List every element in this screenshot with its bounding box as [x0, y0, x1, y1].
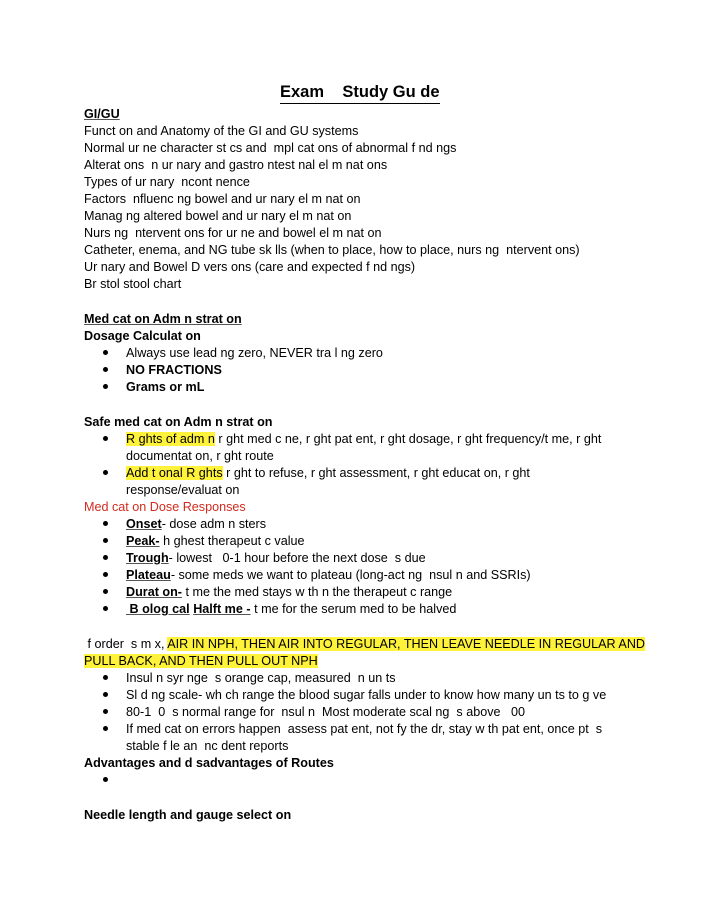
insulin-mixing-line: [84, 636, 645, 652]
bullet: [103, 589, 108, 594]
insulin-item: If med cat on errors happen assess pat ent, not fy the dr, stay w th pat ent, once pt s: [126, 722, 603, 736]
dose-desc: - some meds we want to plateau (long-act ng nsul n and SSRIs): [170, 568, 531, 582]
gi-line: Nurs ng ntervent ons for ur ne and bowel el m nat on: [84, 226, 382, 240]
gi-gu-heading: GI/GU: [84, 107, 120, 121]
insulin-item-continued: stable f le an nc dent reports: [126, 739, 289, 753]
dose-responses-heading: Med cat on Dose Responses: [84, 500, 246, 514]
safe-admin-heading: Safe med cat on Adm n strat on: [84, 415, 273, 429]
bullet: [103, 384, 108, 389]
insulin-item: Sl d ng scale- wh ch range the blood sugar falls under to know how many un ts to g ve: [126, 688, 607, 702]
insulin-highlight: PULL BACK, AND THEN PULL OUT NPH: [84, 654, 318, 668]
insulin-item: Insul n syr nge s orange cap, measured n un ts: [126, 671, 396, 685]
dosage-item: NO FRACTIONS: [126, 363, 222, 377]
page-title: Exam Study Gu de: [280, 82, 440, 104]
gi-line: Factors nfluenc ng bowel and ur nary el m nat on: [84, 192, 361, 206]
dose-term: B olog cal: [126, 602, 190, 616]
rights-text: r ght med c ne, r ght pat ent, r ght dosage, r ght frequency/t me, r ght: [214, 432, 602, 446]
bullet: [103, 726, 108, 731]
dosage-heading: Dosage Calculat on: [84, 329, 201, 343]
gi-line: Catheter, enema, and NG tube sk lls (when to place, how to place, nurs ng ntervent ons): [84, 243, 580, 257]
gi-line: Normal ur ne character st cs and mpl cat ons of abnormal f nd ngs: [84, 141, 457, 155]
dose-term: Peak-: [126, 534, 160, 548]
bullet: [103, 606, 108, 611]
bullet: [103, 675, 108, 680]
dosage-item: Always use lead ng zero, NEVER tra l ng zero: [126, 346, 383, 360]
insulin-prefix: f order s m x,: [84, 637, 168, 651]
dose-desc: - lowest 0-1 hour before the next dose s due: [168, 551, 426, 565]
dose-item: [126, 533, 305, 549]
routes-heading: Advantages and d sadvantages of Routes: [84, 756, 334, 770]
additional-rights-highlight: Add t onal R ghts: [126, 466, 223, 480]
gi-line: Manag ng altered bowel and ur nary el m nat on: [84, 209, 352, 223]
dose-item: [126, 584, 452, 600]
rights-item: [126, 431, 601, 447]
bullet: [103, 521, 108, 526]
bullet: [103, 777, 108, 782]
dose-item: [126, 550, 426, 566]
gi-line: Funct on and Anatomy of the GI and GU systems: [84, 124, 359, 138]
insulin-item: 80-1 0 s normal range for nsul n Most moderate scal ng s above 00: [126, 705, 526, 719]
dose-item: [126, 567, 531, 583]
dosage-item: Grams or mL: [126, 380, 205, 394]
gi-line: Ur nary and Bowel D vers ons (care and expected f nd ngs): [84, 260, 416, 274]
dose-desc: h ghest therapeut c value: [159, 534, 305, 548]
gi-line: Br stol stool chart: [84, 277, 182, 291]
dose-term: Onset: [126, 517, 162, 531]
bullet: [103, 572, 108, 577]
dose-term: Halft me -: [193, 602, 251, 616]
bullet: [103, 538, 108, 543]
bullet: [103, 709, 108, 714]
bullet: [103, 470, 108, 475]
bullet: [103, 692, 108, 697]
bullet: [103, 367, 108, 372]
bullet: [103, 555, 108, 560]
dose-desc: - dose adm n sters: [161, 517, 266, 531]
rights-continued: documentat on, r ght route: [126, 449, 274, 463]
bullet: [103, 436, 108, 441]
rights-highlight: R ghts of adm n: [126, 432, 215, 446]
dose-item: [126, 516, 266, 532]
dose-term: Trough: [126, 551, 169, 565]
needle-heading: Needle length and gauge select on: [84, 808, 292, 822]
dose-item: [126, 601, 456, 617]
insulin-highlight: AIR IN NPH, THEN AIR INTO REGULAR, THEN LEAVE NEEDLE IN REGULAR AND: [167, 637, 646, 651]
dose-desc: t me the med stays w th n the therapeut c range: [181, 585, 453, 599]
additional-rights-item: [126, 465, 530, 481]
bullet: [103, 350, 108, 355]
insulin-mixing-line: [84, 653, 318, 669]
dose-term: Durat on-: [126, 585, 182, 599]
additional-rights-text: r ght to refuse, r ght assessment, r ght educat on, r ght: [222, 466, 530, 480]
additional-rights-continued: response/evaluat on: [126, 483, 240, 497]
med-admin-heading: Med cat on Adm n strat on: [84, 312, 242, 326]
dose-desc: t me for the serum med to be halved: [250, 602, 457, 616]
gi-line: Alterat ons n ur nary and gastro ntest nal el m nat ons: [84, 158, 388, 172]
dose-term: Plateau: [126, 568, 171, 582]
gi-line: Types of ur nary ncont nence: [84, 175, 250, 189]
